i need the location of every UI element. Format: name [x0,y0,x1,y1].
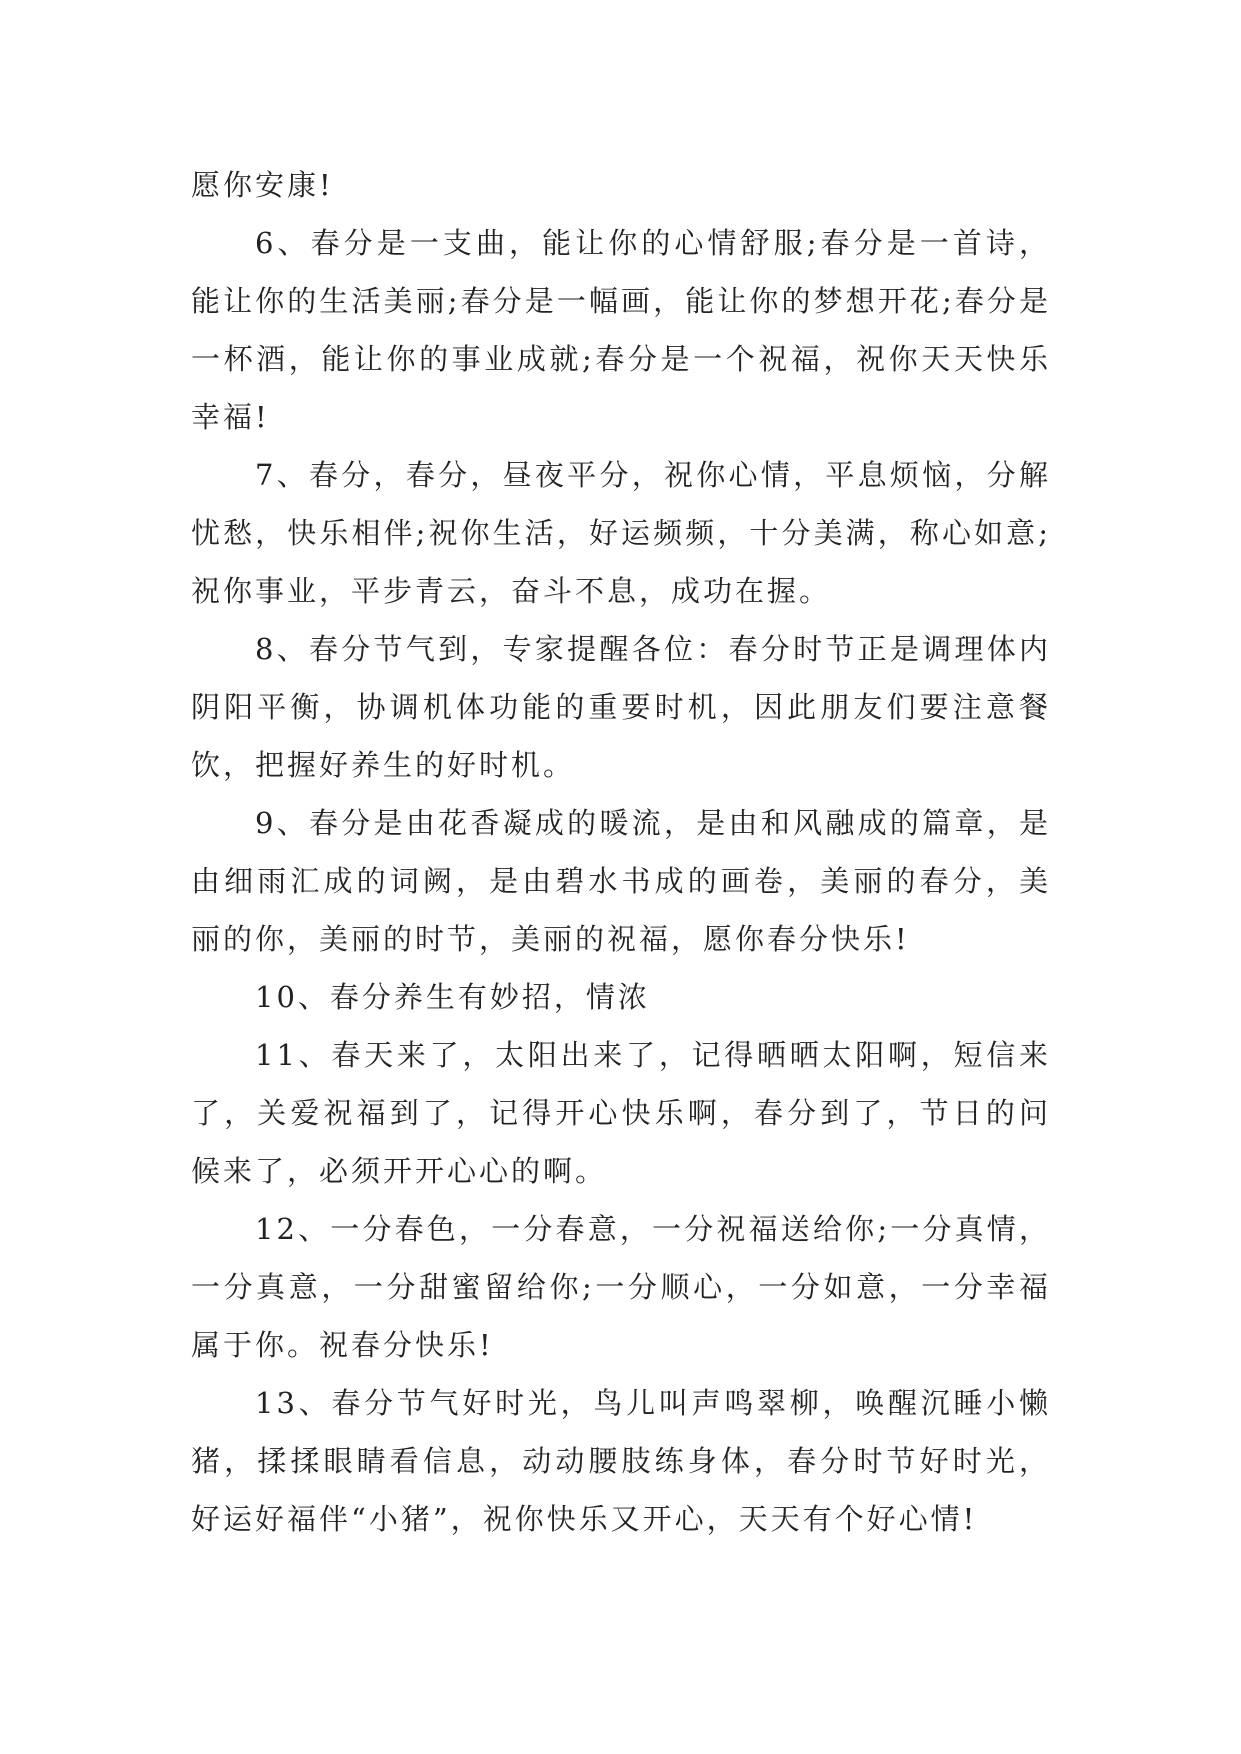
paragraph-item-12: 12、一分春色，一分春意，一分祝福送给你;一分真情，一分真意，一分甜蜜留给你;一分顺心，一分如意，一分幸福属于你。祝春分快乐! [191,1212,1051,1362]
paragraph-item-7: 7、春分，春分，昼夜平分，祝你心情，平息烦恼，分解忧愁，快乐相伴;祝你生活，好运频频，十分美满，称心如意;祝你事业，平步青云，奋斗不息，成功在握。 [191,458,1051,608]
document-body [191,156,1051,1548]
paragraph-item-10: 10、春分养生有妙招，情浓 [255,980,650,1014]
paragraph-item-11: 11、春天来了，太阳出来了，记得晒晒太阳啊，短信来了，关爱祝福到了，记得开心快乐啊，春分到了，节日的问候来了，必须开开心心的啊。 [191,1038,1051,1188]
paragraph-item-9: 9、春分是由花香凝成的暖流，是由和风融成的篇章，是由细雨汇成的词阙，是由碧水书成的画卷，美丽的春分，美丽的你，美丽的时节，美丽的祝福，愿你春分快乐! [191,806,1051,956]
paragraph-continuation: 愿你安康! [191,168,334,202]
paragraph-item-8: 8、春分节气到，专家提醒各位：春分时节正是调理体内阴阳平衡，协调机体功能的重要时机，因此朋友们要注意餐饮，把握好养生的好时机。 [191,632,1051,782]
paragraph-item-6: 6、春分是一支曲，能让你的心情舒服;春分是一首诗，能让你的生活美丽;春分是一幅画，能让你的梦想开花;春分是一杯酒，能让你的事业成就;春分是一个祝福，祝你天天快乐幸福! [191,226,1051,434]
paragraph-item-13: 13、春分节气好时光，鸟儿叫声鸣翠柳，唤醒沉睡小懒猪，揉揉眼睛看信息，动动腰肢练身体，春分时节好时光，好运好福伴“小猪”，祝你快乐又开心，天天有个好心情! [191,1386,1051,1536]
